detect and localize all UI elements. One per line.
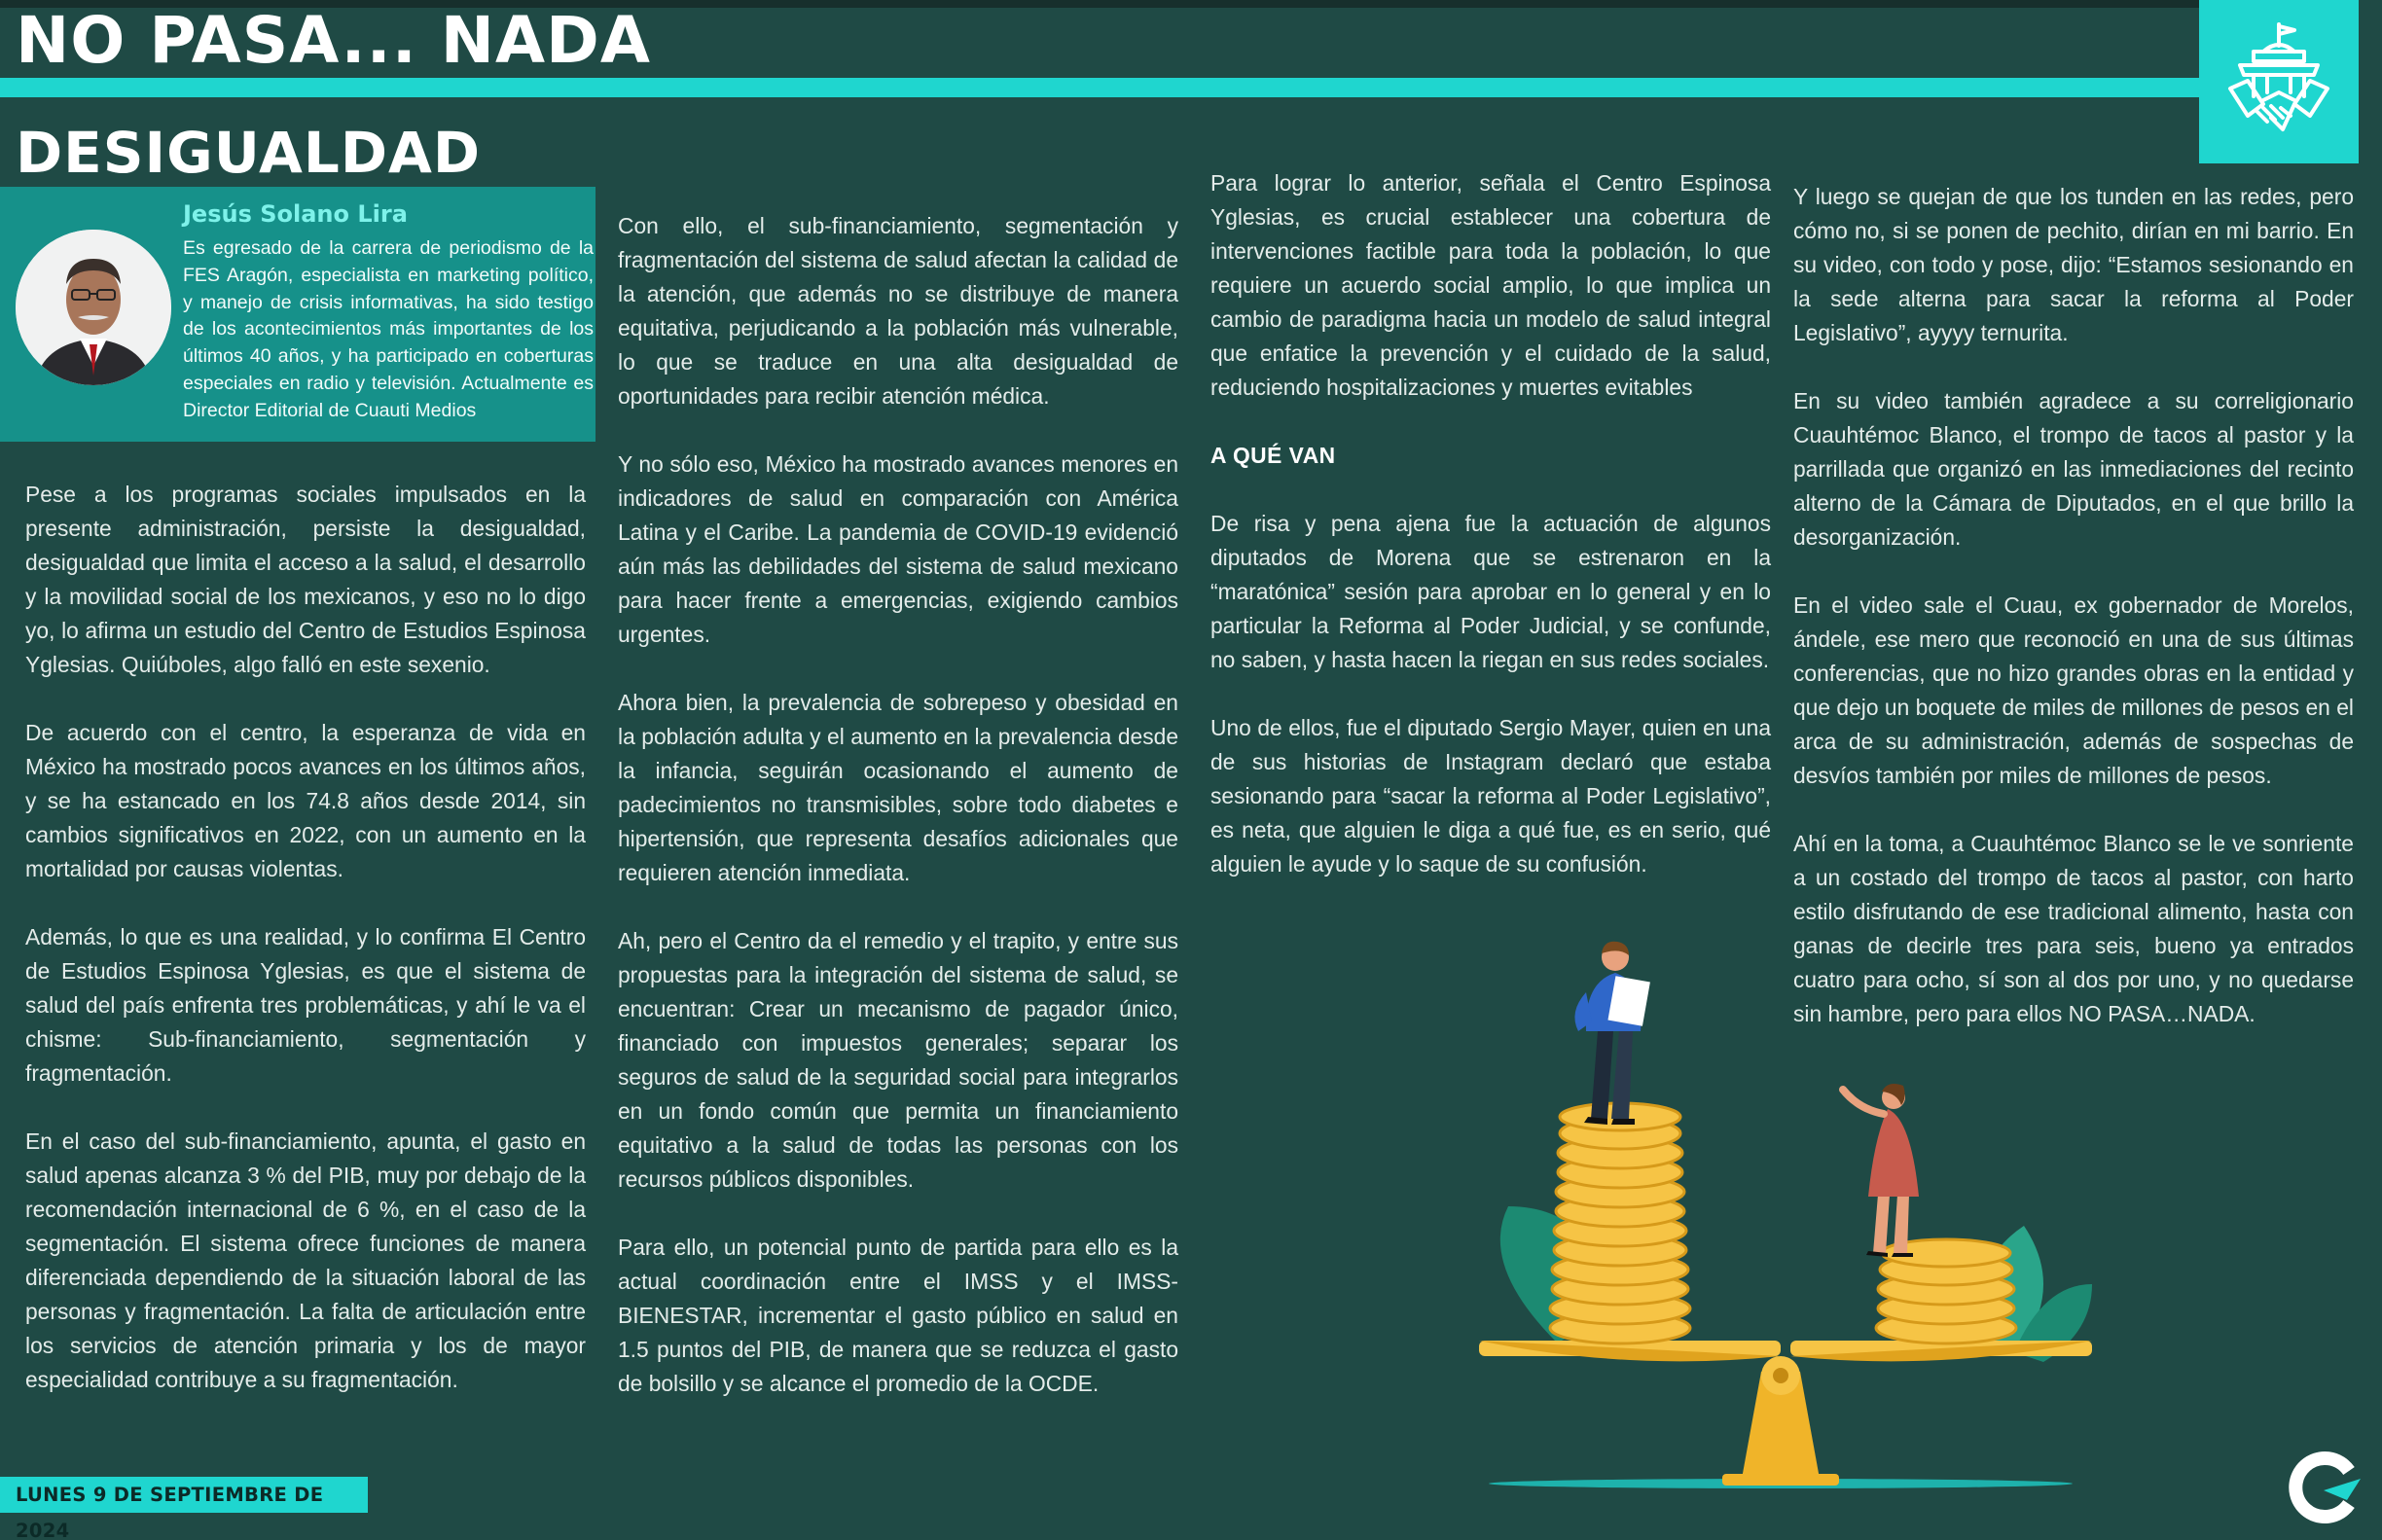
section-title: DESIGUALDAD — [16, 120, 482, 186]
publication-date: LUNES 9 DE SEPTIEMBRE DE 2024 — [0, 1477, 368, 1513]
article-paragraph: Uno de ellos, fue el diputado Sergio Mayer, quien en una de sus historias de Instagram declaró que estaba sesionando para “sacar la reforma al Poder Legislativo”, es neta, que alguien le diga a qué fue, es en serio, qué alguien le ayude y lo saque de su confusión. — [1210, 715, 1771, 877]
column-subheading: A QUÉ VAN — [1210, 443, 1336, 468]
article-paragraph: En el caso del sub-financiamiento, apunta, el gasto en salud apenas alcanza 3 % del PIB, muy por debajo de la recomendación internacional de 6 %, en el caso de la segmentación. El sistema ofrece funciones de manera diferenciada dependiendo de la situación laboral de las personas y fragmentación. La falta de articulación entre los servicios de atención primaria y los de mayor especialidad contribuye a su fragmentación. — [25, 1128, 586, 1392]
brand-title: NO PASA... NADA — [16, 3, 651, 78]
article-paragraph: De risa y pena ajena fue la actuación de algunos diputados de Morena que se estrenaron en la “maratónica” sesión para aprobar en lo general y en lo particular la Reforma al Poder Judicial, y se confunde, no saben, y hasta hacen la riegan en sus redes sociales. — [1210, 511, 1771, 672]
article-paragraph: En el video sale el Cuau, ex gobernador de Morelos, ándele, ese mero que reconoció en una de sus últimas conferencias, que no hizo grandes obras en la entidad y que dejo un boquete de miles de millones de pesos en el arca de su administración, además de sospechas de desvíos también por miles de millones de pesos. — [1793, 592, 2354, 788]
article-paragraph: Y luego se quejan de que los tunden en las redes, pero cómo no, si se ponen de pechito, dirían en mi barrio. En su video, con todo y pose, dijo: “Estamos sesionando en la sede alterna para sacar la reforma al Poder Legislativo”, ayyyy ternurita. — [1793, 184, 2354, 345]
header-accent-bar — [0, 78, 2201, 97]
article-column-1 — [25, 478, 586, 1397]
article-column-2 — [618, 209, 1178, 1401]
article-paragraph: Ahí en la toma, a Cuauhtémoc Blanco se le ve sonriente a un costado del trompo de tacos al pastor, con harto estilo disfrutando de ese tradicional alimento, hasta con ganas de decirle tres para seis, bueno ya entrados cuatro para ocho, sí son al dos por uno, y no quedarse sin hambre, pero para ellos NO PASA…NADA. — [1793, 831, 2354, 1026]
article-paragraph: Para lograr lo anterior, señala el Centro Espinosa Yglesias, es crucial establecer una cobertura de intervenciones factible para toda la población, lo que requiere un acuerdo social amplio, lo que implica un cambio de paradigma hacia un modelo de salud integral que enfatice la prevención y el cuidado de la salud, reduciendo hospitalizaciones y muertes evitables — [1210, 170, 1771, 400]
article-column-4 — [1793, 180, 2354, 1031]
article-paragraph: Y no sólo eso, México ha mostrado avances menores en indicadores de salud en comparación con América Latina y el Caribe. La pandemia de COVID-19 evidenció aún más las debilidades del sistema de salud mexicano para hacer frente a emergencias, exigiendo cambios urgentes. — [618, 451, 1178, 647]
article-paragraph: Con ello, el sub-financiamiento, segmentación y fragmentación del sistema de salud afectan la calidad de la atención, que además no se distribuye de manera equitativa, perjudicando a la población más vulnerable, lo que se traduce en una alta desigualdad de oportunidades para recibir atención médica. — [618, 213, 1178, 409]
cuauti-c-logo-icon — [2285, 1448, 2363, 1525]
inequality-balance-scale-illustration — [1440, 914, 2121, 1498]
article-paragraph: Además, lo que es una realidad, y lo confirma El Centro de Estudios Espinosa Yglesias, es que el sistema de salud del país enfrenta tres problemáticas, y ahí le va el chisme: Sub-financiamiento, segmentación y fragmentación. — [25, 924, 586, 1086]
article-column-3 — [1210, 166, 1771, 881]
congress-handshake-icon — [2199, 0, 2359, 163]
article-paragraph: Ahora bien, la prevalencia de sobrepeso y obesidad en la población adulta y el aumento en la prevalencia desde la infancia, seguirán ocasionando el aumento de padecimientos no transmisibles, sobre todo diabetes e hipertensión, que representa desafíos adicionales que requieren atención inmediata. — [618, 690, 1178, 885]
author-avatar — [16, 230, 171, 385]
article-paragraph: De acuerdo con el centro, la esperanza de vida en México ha mostrado pocos avances en los últimos años, y se ha estancado en los 74.8 años desde 2014, sin cambios significativos en 2022, con un aumento en la mortalidad por causas violentas. — [25, 720, 586, 881]
article-paragraph: Para ello, un potencial punto de partida para ello es la actual coordinación entre el IMSS y el IMSS-BIENESTAR, incrementar el gasto público en salud en 1.5 puntos del PIB, de manera que se reduzca el gasto de bolsillo y se alcance el promedio de la OCDE. — [618, 1235, 1178, 1396]
article-paragraph: Ah, pero el Centro da el remedio y el trapito, y entre sus propuestas para la integración del sistema de salud, se encuentran: Crear un mecanismo de pagador único, financiado con impuestos generales; separar los seguros de salud de la seguridad social para integrarlos en un fondo común que permita un financiamiento equitativo a la salud de todas las personas con los recursos públicos disponibles. — [618, 928, 1178, 1192]
author-name: Jesús Solano Lira — [183, 200, 408, 228]
article-paragraph: Pese a los programas sociales impulsados en la presente administración, persiste la desigualdad, desigualdad que limita el acceso a la salud, el desarrollo y la movilidad social de los mexicanos, y eso no lo digo yo, lo afirma un estudio del Centro de Estudios Espinosa Yglesias. Quiúboles, algo falló en este sexenio. — [25, 482, 586, 677]
article-paragraph: En su video también agradece a su correligionario Cuauhtémoc Blanco, el trompo de tacos al pastor y la parrillada que organizó en las inmediaciones del recinto alterno de la Cámara de Diputados, en el que brillo la desorganización. — [1793, 388, 2354, 550]
author-bio: Es egresado de la carrera de periodismo de la FES Aragón, especialista en marketing político, y manejo de crisis informativas, ha sido testigo de los acontecimientos más importantes de los últimos 40 años, y ha participado en coberturas especiales en radio y televisión. Actualmente es Director Editorial de Cuauti Medios — [183, 237, 594, 421]
